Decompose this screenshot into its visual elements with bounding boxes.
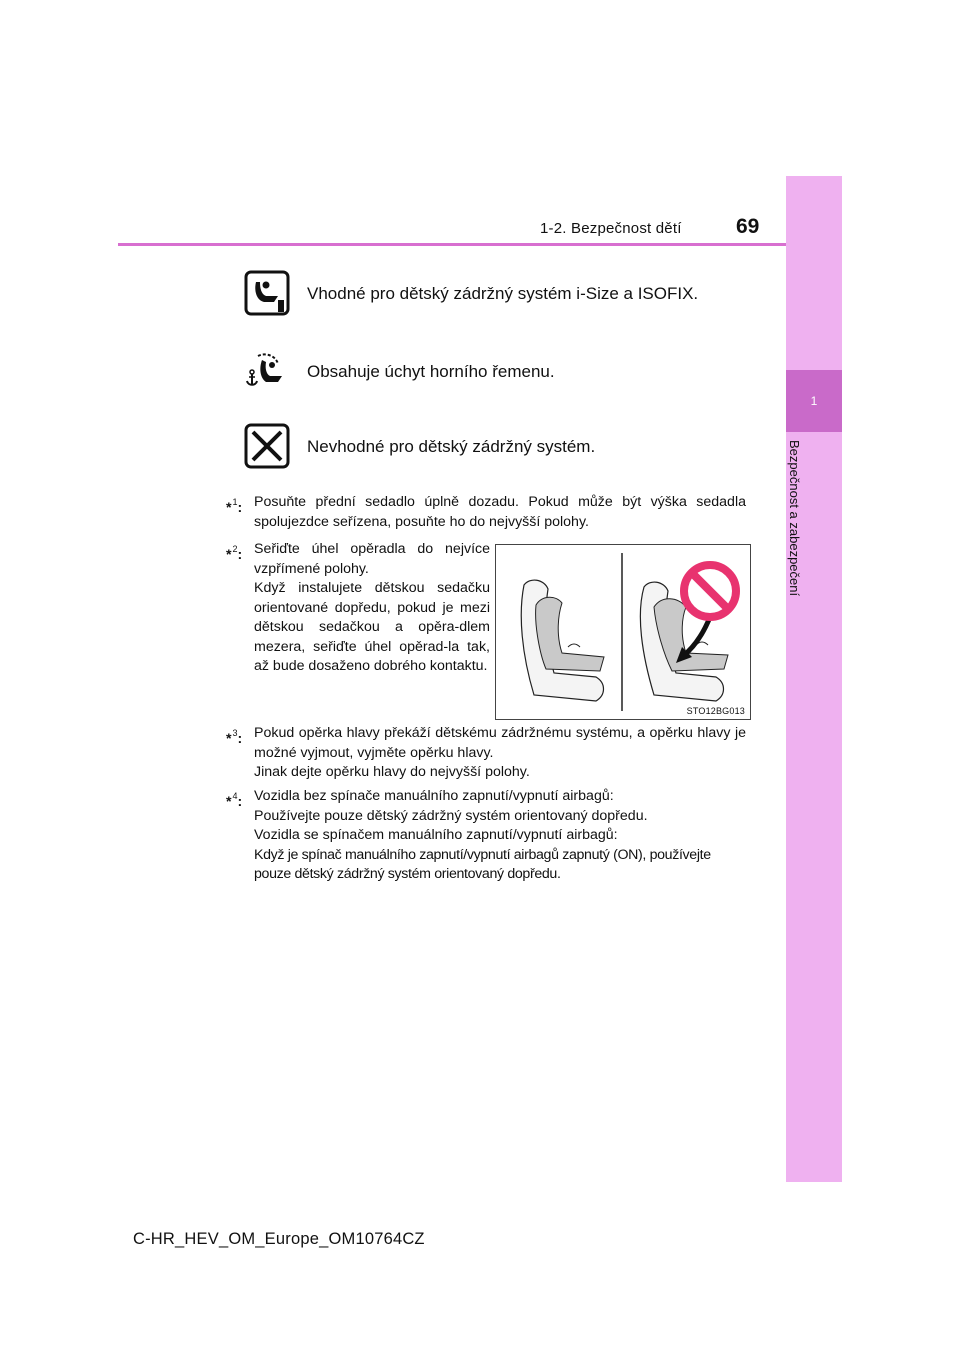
page-number: 69	[736, 215, 760, 238]
note-1-marker: *$^1$:	[226, 497, 243, 516]
header-rule	[118, 243, 786, 246]
note-4-marker: *$^4$:	[226, 791, 243, 810]
document-id: C-HR_HEV_OM_Europe_OM10764CZ	[133, 1230, 425, 1248]
isofix-seat-icon	[244, 270, 290, 316]
seat-illustration	[496, 545, 750, 719]
chapter-label-text: Bezpečnost a zabezpečení	[787, 440, 802, 597]
note-2: *$^2$: Seřiďte úhel opěradla do nejvíce vzpřímené polohy. Když instalujete dětskou sedačku orientované dopředu, pokud je mezi dětskou sedačkou a opěra-dlem mezera, seřiďte úhel opěrad-la tak, až bude dosaženo dobrého kontaktu.	[226, 541, 490, 674]
not-suitable-x-icon	[244, 423, 290, 469]
figure-code: STO12BG013	[686, 706, 745, 716]
note-3: *$^3$: Pokud opěrka hlavy překáží dětskému zádržnému systému, a opěrku hlavy je možné vyjmout, vyjměte opěrku hlavy. Jinak dejte opěrku hlavy do nejvyšší polohy.	[226, 725, 746, 780]
note-1: *$^1$: Posuňte přední sedadlo úplně dozadu. Pokud může být výška sedadla spolujezdce seřízena, posuňte ho do nejvyšší polohy.	[226, 494, 746, 530]
section-title: 1-2. Bezpečnost dětí	[540, 220, 682, 237]
chapter-number: 1	[810, 394, 818, 408]
chapter-side-tab	[786, 176, 842, 1182]
note-4: *$^4$: Vozidla bez spínače manuálního zapnutí/vypnutí airbagů: Používejte pouze dětský zádržný systém orientovaný dopředu. Vozidla se spínačem manuálního zapnutí/vypnutí airbagů: Když je spínač manuálního zapnutí/vypnutí airbagů zapnutý (ON), používejte pouze dětský zádržný systém orientovaný dopředu.	[226, 788, 711, 882]
note-3-marker: *$^3$:	[226, 728, 243, 747]
legend-text-tether: Obsahuje úchyt horního řemenu.	[307, 362, 555, 381]
top-tether-anchor-icon	[244, 350, 290, 396]
note-2-marker: *$^2$:	[226, 544, 243, 563]
legend-text-isofix: Vhodné pro dětský zádržný systém i-Size a ISOFIX.	[307, 284, 699, 303]
chapter-label	[786, 440, 806, 630]
seat-angle-figure	[495, 544, 751, 720]
legend-text-not-suitable: Nevhodné pro dětský zádržný systém.	[307, 437, 596, 456]
chapter-number-tab[interactable]	[786, 370, 842, 432]
